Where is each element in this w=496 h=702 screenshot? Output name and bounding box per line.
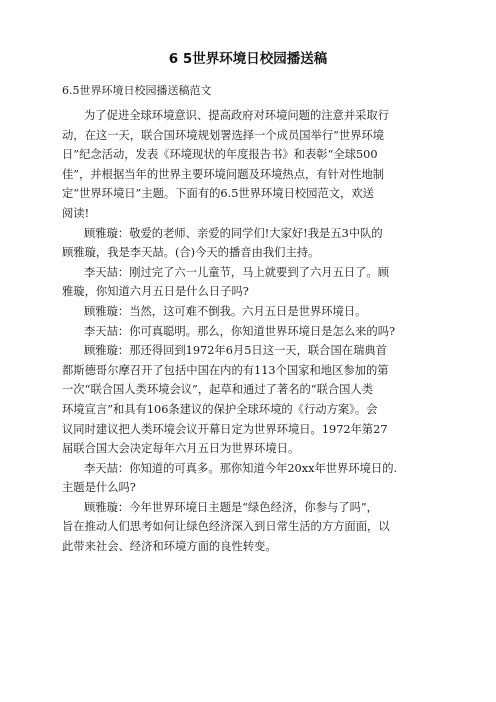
paragraph-line: 佳”，并根据当年的世界主要环境问题及环境热点，有针对性地制: [62, 167, 385, 181]
paragraph-line: 定“世界环境日”主题。下面有的6.5世界环境日校园范文，欢送: [62, 187, 374, 201]
paragraph: [62, 106, 442, 224]
paragraph-line: 李天喆：刚过完了六一儿童节，马上就要到了六月五日了。顾: [84, 265, 390, 279]
document-title: 6 5世界环境日校园播送稿: [168, 51, 328, 67]
paragraph-line: 为了促进全球环境意识、提高政府对环境问题的注意并采取行: [84, 109, 390, 122]
paragraph-line: 日”纪念活动，发表《环境现状的年度报告书》和表彰“全球500: [62, 148, 378, 162]
paragraph-line: 都斯德哥尔摩召开了包括中国在内的有113个国家和地区参加的第: [62, 363, 389, 377]
paragraph-line: 旨在推动人们思考如何让绿色经济深入到日常生活的方方面面，以: [62, 520, 390, 534]
paragraph-line: 雅璇，你知道六月五日是什么日子吗?: [62, 285, 249, 299]
paragraph-line: 阅读!: [62, 206, 90, 220]
paragraph: [62, 224, 442, 263]
paragraph-line: 议同时建议把人类环境会议开幕日定为世界环境日。1972年第27: [62, 422, 388, 436]
paragraph: [62, 302, 442, 322]
paragraph-line: 顾雅璇：当然，这可难不倒我。六月五日是世界环境日。: [84, 304, 367, 318]
paragraph-line: 一次“联合国人类环境会议”，起草和通过了著名的“联合国人类: [62, 383, 374, 397]
paragraph: [62, 322, 442, 342]
paragraph: [62, 263, 442, 302]
paragraph-line: 顾雅璇：敬爱的老师、亲爱的同学们!大家好!我是五3中队的: [84, 226, 383, 240]
paragraph: [62, 498, 442, 557]
paragraph-line: 此带来社会、经济和环境方面的良性转变。: [62, 540, 277, 554]
paragraph-line: 动，在这一天，联合国环境规划署选择一个成员国举行“世界环境: [62, 128, 385, 142]
document-body: [62, 106, 442, 557]
paragraph-line: 李天喆：你知道的可真多。那你知道今年20xx年世界环境日的.: [84, 461, 398, 475]
document-subtitle: 6.5世界环境日校园播送稿范文: [62, 84, 212, 97]
paragraph-line: 环境宣言”和具有106条建议的保护全球环境的《行动方案》。会: [62, 402, 378, 416]
paragraph-line: 主题是什么吗?: [62, 481, 136, 495]
paragraph-line: 届联合国大会决定每年六月五日为世界环境日。: [62, 442, 300, 456]
paragraph-line: 李天喆：你可真聪明。那么，你知道世界环境日是怎么来的吗?: [84, 324, 396, 338]
paragraph: [62, 459, 442, 498]
paragraph-line: 顾雅璇：那还得回到1972年6月5日这一天，联合国在瑞典首: [84, 344, 387, 358]
paragraph-line: 顾雅璇：今年世界环境日主题是“绿色经济，你参与了吗”，: [84, 500, 378, 514]
paragraph: [62, 341, 442, 459]
paragraph-line: 顾雅璇，我是李天喆。(合)今天的播音由我们主持。: [62, 246, 320, 260]
